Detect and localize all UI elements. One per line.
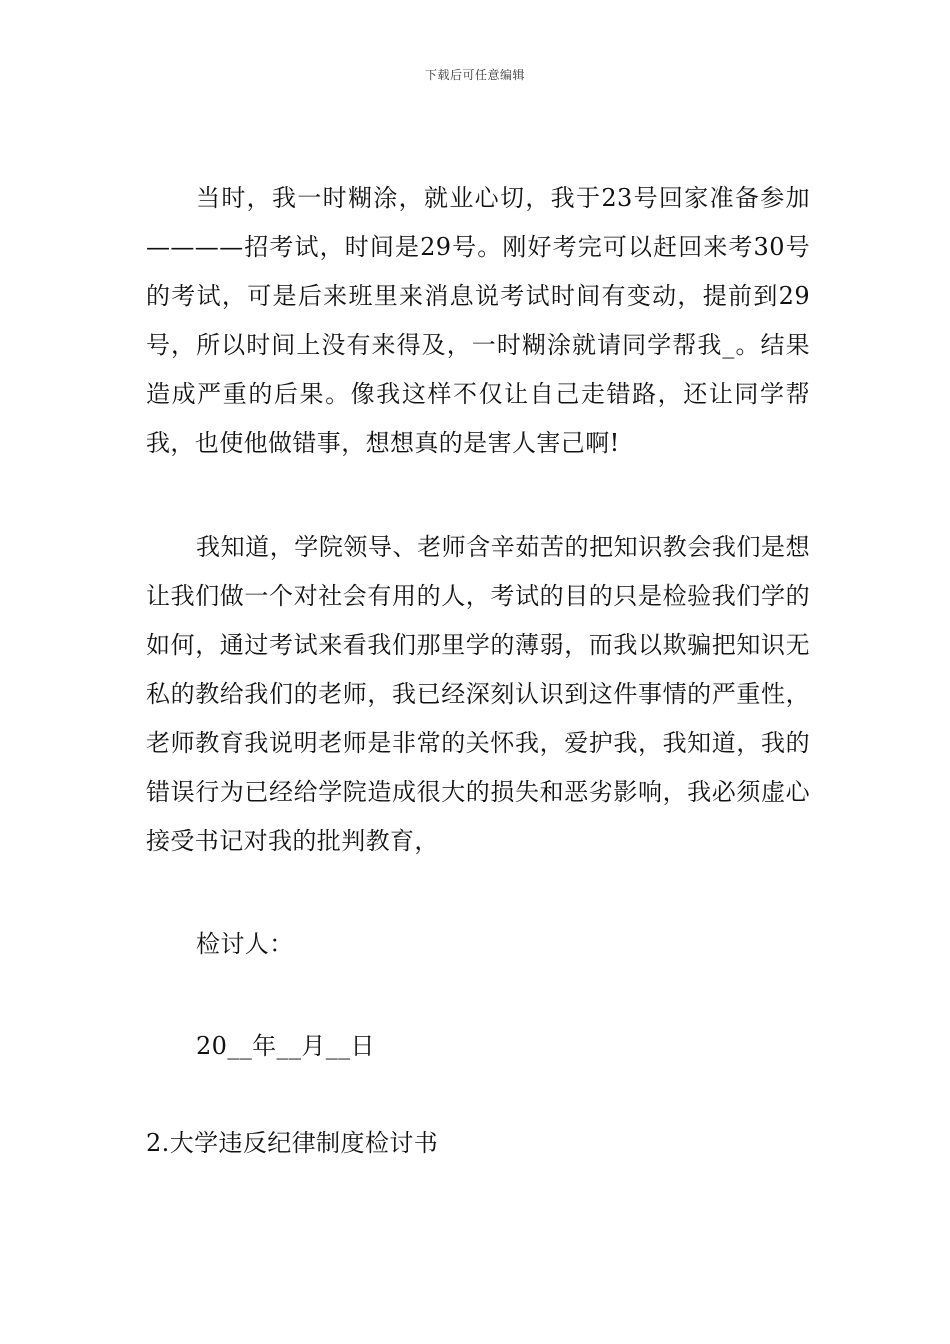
date-line: 20__年__月__日 — [196, 1032, 375, 1060]
page-header: 下载后可任意编辑 — [424, 68, 525, 82]
signer-label: 检讨人： — [196, 930, 294, 958]
paragraph-reflection: 我知道，学院领导、老师含辛茹苦的把知识教会我们是想让我们做一个对社会有用的人，考试的目的只是检验我们学的如何，通过考试来看我们那里学的薄弱，而我以欺骗把知识无私的教给我们的老师，我已经深刻认识到这件事情的严重性，老师教育我说明老师是非常的关怀我，爱护我，我知道，我的错误行为已经给学院造成很大的损失和恶劣影响，我必须虚心接受书记对我的批判教育， — [146, 533, 810, 855]
paragraph-confession: 当时，我一时糊涂，就业心切，我于23号回家准备参加————招考试，时间是29号。刚好考完可以赶回来考30号的考试，可是后来班里来消息说考试时间有变动，提前到29号，所以时间上没有来得及，一时糊涂就请同学帮我_。结果造成严重的后果。像我这样不仅让自己走错路，还让同学帮我，也使他做错事，想想真的是害人害己啊! — [146, 184, 810, 457]
section-heading: 2.大学违反纪律制度检讨书 — [146, 1129, 439, 1157]
